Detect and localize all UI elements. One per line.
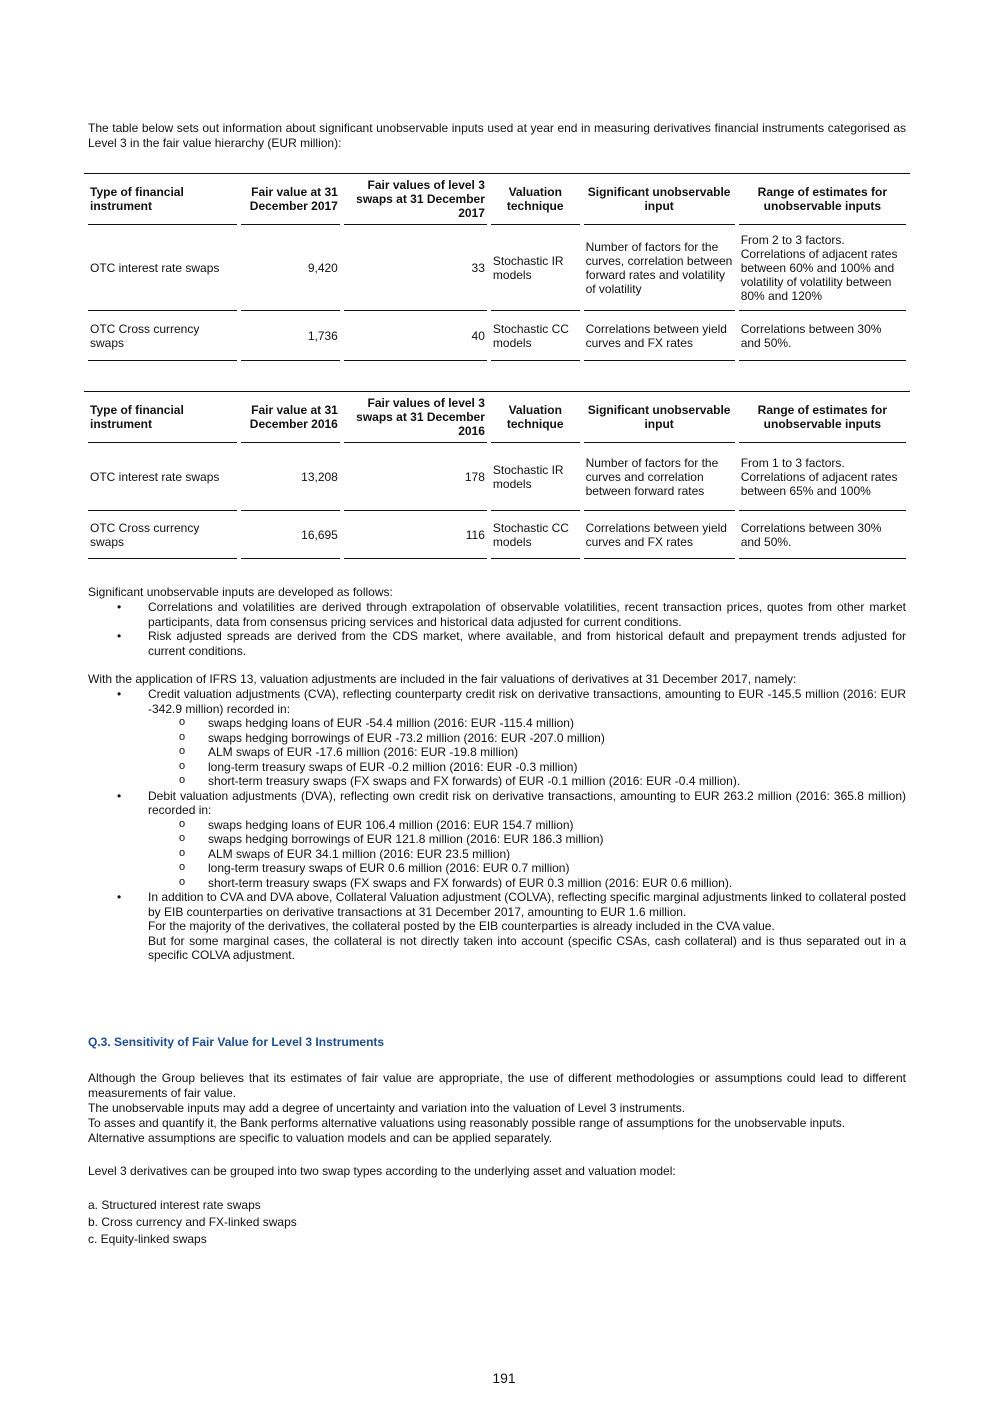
colva-line: For the majority of the derivatives, the collateral posted by the EIB counterparties is already included in the CVA value. xyxy=(148,919,775,933)
list-item: b. Cross currency and FX-linked swaps xyxy=(88,1214,297,1229)
dva-text: Debit valuation adjustments (DVA), reflecting own credit risk on derivative transactions, amounting to EUR 263.2 million (2016: 365.8 million) recorded in: xyxy=(148,788,906,817)
paragraph: The unobservable inputs may add a degree of uncertainty and variation into the valuation of Level 3 instruments. xyxy=(88,1100,686,1115)
list-item: o ALM swaps of EUR 34.1 million (2016: EUR 23.5 million) xyxy=(208,847,906,862)
table-cell: 116 xyxy=(344,511,487,559)
table-cell: Stochastic CC models xyxy=(491,311,580,361)
fair-value-table-2016 xyxy=(84,391,910,559)
table-cell: Stochastic CC models xyxy=(491,511,580,559)
level3-intro: Level 3 derivatives can be grouped into two swap types according to the underlying asset and valuation model: xyxy=(88,1163,676,1178)
inputs-list xyxy=(88,600,906,658)
list-item: o long-term treasury swaps of EUR 0.6 million (2016: EUR 0.7 million) xyxy=(208,861,906,876)
table-cell: 178 xyxy=(344,443,487,511)
list-item: o swaps hedging loans of EUR 106.4 million (2016: EUR 154.7 million) xyxy=(208,818,906,833)
column-header: Valuation technique xyxy=(491,174,580,225)
sensitivity-text xyxy=(88,1071,906,1146)
list-item: o swaps hedging loans of EUR -54.4 million (2016: EUR -115.4 million) xyxy=(208,716,906,731)
table-cell: 16,695 xyxy=(241,511,340,559)
section-heading: Q.3. Sensitivity of Fair Value for Level 3 Instruments xyxy=(88,1034,385,1049)
table-cell: Correlations between 30% and 50%. xyxy=(739,511,906,559)
table-cell: Correlations between yield curves and FX rates xyxy=(584,311,735,361)
spacer xyxy=(88,658,906,672)
fair-value-table-2017 xyxy=(84,173,910,361)
inputs-intro: Significant unobservable inputs are developed as follows: xyxy=(88,585,393,599)
cva-item xyxy=(148,687,906,789)
list-item: c. Equity-linked swaps xyxy=(88,1231,207,1246)
table-cell: Correlations between yield curves and FX rates xyxy=(584,511,735,559)
paragraph: Although the Group believes that its estimates of fair value are appropriate, the use of different methodologies or assumptions could lead to different measurements of fair value. xyxy=(88,1070,906,1100)
column-header: Valuation technique xyxy=(491,392,580,443)
list-item: a. Structured interest rate swaps xyxy=(88,1197,261,1212)
table-header-row xyxy=(88,392,906,443)
paragraph: To asses and quantify it, the Bank performs alternative valuations using reasonably possible range of assumptions for the unobservable inputs. xyxy=(88,1115,846,1130)
list-item: o swaps hedging borrowings of EUR -73.2 million (2016: EUR -207.0 million) xyxy=(208,731,906,746)
column-header: Fair values of level 3 swaps at 31 December 2017 xyxy=(344,174,487,225)
cva-sublist xyxy=(148,716,906,789)
table-cell: 33 xyxy=(344,225,487,311)
spacer xyxy=(88,1146,906,1164)
list-item: o long-term treasury swaps of EUR -0.2 million (2016: EUR -0.3 million) xyxy=(208,760,906,775)
table-row xyxy=(88,511,906,559)
table-cell: OTC interest rate swaps xyxy=(88,443,237,511)
table-cell: 40 xyxy=(344,311,487,361)
dva-sublist xyxy=(148,818,906,891)
column-header: Fair value at 31 December 2016 xyxy=(241,392,340,443)
document-page xyxy=(88,121,906,1248)
list-item: • Correlations and volatilities are derived through extrapolation of observable volatilities, recent transaction prices, quotes from other market participants, data from consensus pricing services and historical data adjusted for current conditions. xyxy=(148,600,906,629)
column-header: Fair values of level 3 swaps at 31 December 2016 xyxy=(344,392,487,443)
column-header: Type of financial instrument xyxy=(88,392,237,443)
table-cell: Number of factors for the curves, correlation between forward rates and volatility of volatility xyxy=(584,225,735,311)
list-item: o swaps hedging borrowings of EUR 121.8 million (2016: EUR 186.3 million) xyxy=(208,832,906,847)
column-header: Significant unobservable input xyxy=(584,174,735,225)
table-cell: OTC interest rate swaps xyxy=(88,225,237,311)
list-item: o short-term treasury swaps (FX swaps and FX forwards) of EUR 0.3 million (2016: EUR 0.6 million). xyxy=(208,876,906,891)
colva-item xyxy=(148,890,906,963)
swap-types-list xyxy=(88,1197,906,1248)
table-cell: Stochastic IR models xyxy=(491,443,580,511)
column-header: Range of estimates for unobservable inputs xyxy=(739,392,906,443)
paragraph: Alternative assumptions are specific to valuation models and can be applied separately. xyxy=(88,1130,553,1145)
list-item: • Risk adjusted spreads are derived from the CDS market, where available, and from historical default and prepayment trends adjusted for current conditions. xyxy=(148,629,906,658)
ifrs-intro: With the application of IFRS 13, valuation adjustments are included in the fair valuations of derivatives at 31 December 2017, namely: xyxy=(88,672,797,686)
spacer xyxy=(88,1179,906,1197)
table-row xyxy=(88,311,906,361)
table-cell: 9,420 xyxy=(241,225,340,311)
table-cell: OTC Cross currency swaps xyxy=(88,511,237,559)
column-header: Significant unobservable input xyxy=(584,392,735,443)
column-header: Range of estimates for unobservable inputs xyxy=(739,174,906,225)
table-row xyxy=(88,443,906,511)
column-header: Type of financial instrument xyxy=(88,174,237,225)
colva-line: But for some marginal cases, the collateral is not directly taken into account (specific CSAs, cash collateral) and is thus separated out in a specific COLVA adjustment. xyxy=(148,933,906,962)
page-number: 191 xyxy=(492,1370,516,1386)
intro-paragraph: The table below sets out information about significant unobservable inputs used at year end in measuring derivatives financial instruments categorised as Level 3 in the fair value hierarchy (EUR million): xyxy=(88,121,906,150)
table-cell: OTC Cross currency swaps xyxy=(88,311,237,361)
list-item: o short-term treasury swaps (FX swaps and FX forwards) of EUR -0.1 million (2016: EUR -0.4 million). xyxy=(208,774,906,789)
table-cell: From 1 to 3 factors. Correlations of adjacent rates between 65% and 100% xyxy=(739,443,906,511)
table-cell: 1,736 xyxy=(241,311,340,361)
table-row xyxy=(88,225,906,311)
colva-line: In addition to CVA and DVA above, Collateral Valuation adjustment (COLVA), reflecting specific marginal adjustments linked to collateral posted by EIB counterparties on derivative transactions at 31 December 2017, amounting to EUR 1.6 million. xyxy=(148,890,906,919)
table-cell: From 2 to 3 factors. Correlations of adjacent rates between 60% and 100% and volatility of volatility between 80% and 120% xyxy=(739,225,906,311)
table-cell: Stochastic IR models xyxy=(491,225,580,311)
dva-item xyxy=(148,789,906,891)
column-header: Fair value at 31 December 2017 xyxy=(241,174,340,225)
table-cell: 13,208 xyxy=(241,443,340,511)
valuation-adjustments-list xyxy=(88,687,906,963)
cva-text: Credit valuation adjustments (CVA), reflecting counterparty credit risk on derivative transactions, amounting to EUR -145.5 million (2016: EUR -342.9 million) recorded in: xyxy=(148,687,906,716)
table-cell: Correlations between 30% and 50%. xyxy=(739,311,906,361)
list-item: o ALM swaps of EUR -17.6 million (2016: EUR -19.8 million) xyxy=(208,745,906,760)
table-cell: Number of factors for the curves and correlation between forward rates xyxy=(584,443,735,511)
table-header-row xyxy=(88,174,906,225)
